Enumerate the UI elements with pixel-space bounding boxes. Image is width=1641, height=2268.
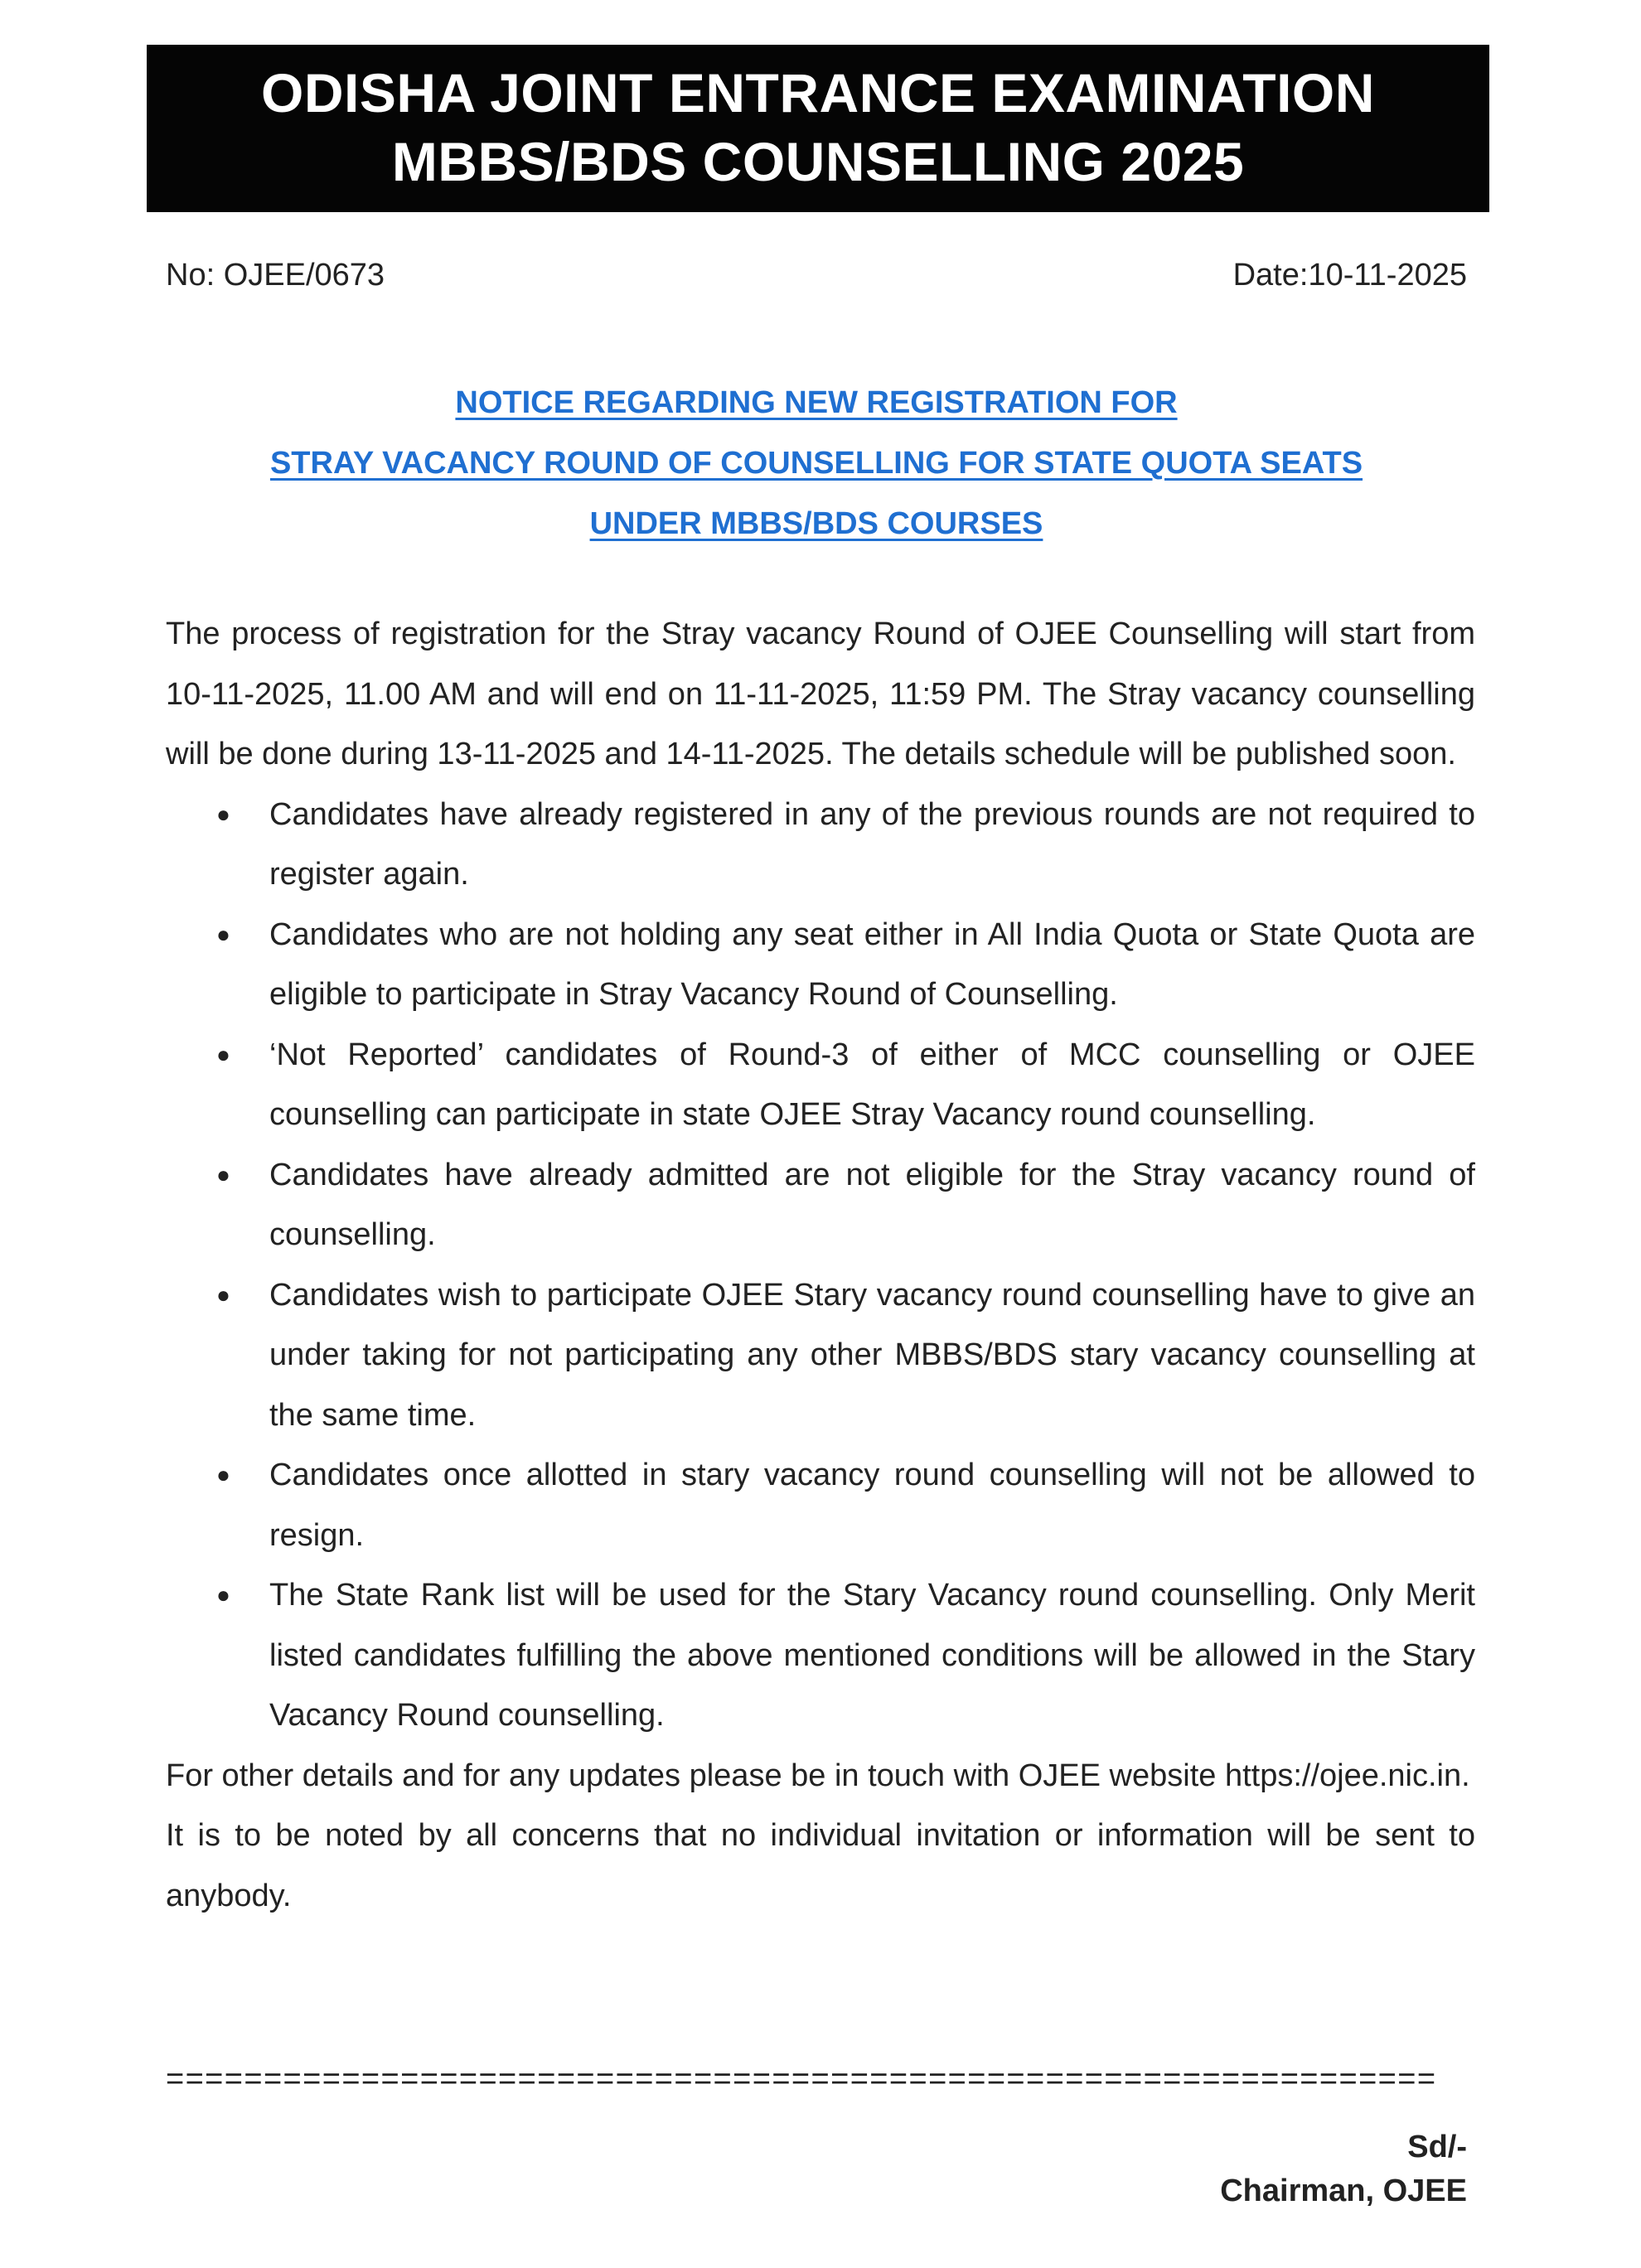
conditions-list [166,785,1475,1746]
list-item-text: Candidates have already registered in any of the previous rounds are not required to register again. [269,796,1475,892]
signatory-title: Chairman, OJEE [1220,2174,1467,2208]
bullet-icon: ● [216,1281,230,1308]
header-banner [147,45,1489,212]
website-paragraph: For other details and for any updates please be in touch with OJEE website https://ojee.nic.in. [166,1758,1470,1793]
list-item [166,785,1475,905]
list-item [166,1565,1475,1746]
bullet-icon: ● [216,921,230,947]
list-item [166,1025,1475,1145]
list-item-text: Candidates once allotted in stary vacancy round counselling will not be allowed to resign. [269,1458,1475,1553]
divider-line: ================================================================= [166,2062,1437,2096]
list-item [166,905,1475,1025]
note-paragraph: It is to be noted by all concerns that no individual invitation or information will be sent to anybody. [166,1818,1475,1913]
bullet-icon: ● [216,1161,230,1187]
subject-line-2: STRAY VACANCY ROUND OF COUNSELLING FOR STATE QUOTA SEATS [269,446,1363,481]
notice-date: Date:10-11-2025 [1232,258,1467,293]
notice-subject [166,373,1467,554]
banner-title-line-2: MBBS/BDS COUNSELLING 2025 [391,131,1245,192]
bullet-icon: ● [216,1462,230,1487]
notice-body [166,604,1475,1926]
signature-block [1220,2125,1467,2213]
list-item-text: Candidates who are not holding any seat either in All India Quota or State Quota are eligible to participate in Stray Vacancy Round of Counselling. [269,916,1475,1012]
list-item [166,1265,1475,1446]
reference-number: No: OJEE/0673 [166,258,385,293]
signature-sd: Sd/- [1407,2130,1467,2164]
list-item-text: ‘Not Reported’ candidates of Round-3 of either of MCC counselling or OJEE counselling can participate in state OJEE Stray Vacancy round counselling. [269,1037,1475,1132]
list-item-text: Candidates wish to participate OJEE Stary vacancy round counselling have to give an under taking for not participating any other MBBS/BDS stary vacancy counselling at the same time. [269,1277,1475,1433]
banner-title-line-1: ODISHA JOINT ENTRANCE EXAMINATION [261,62,1375,123]
bullet-icon: ● [216,800,230,827]
list-item [166,1145,1475,1265]
intro-paragraph: The process of registration for the Stray vacancy Round of OJEE Counselling will start from 10-11-2025, 11.00 AM and will end on 11-11-2025, 11:59 PM. The Stray vacancy counselling will be done during 13-11-2025 and 14-11-2025. The details schedule will be published soon. [166,617,1475,771]
list-item-text: The State Rank list will be used for the Stary Vacancy round counselling. Only Merit listed candidates fulfilling the above mentioned conditions will be allowed in the Stary Vacancy Round counselling. [269,1578,1475,1733]
subject-line-1: NOTICE REGARDING NEW REGISTRATION FOR [455,385,1178,420]
subject-line-3: UNDER MBBS/BDS COURSES [589,506,1043,541]
list-item [166,1445,1475,1565]
bullet-icon: ● [216,1582,230,1608]
list-item-text: Candidates have already admitted are not eligible for the Stray vacancy round of counselling. [269,1157,1475,1252]
bullet-icon: ● [216,1041,230,1067]
